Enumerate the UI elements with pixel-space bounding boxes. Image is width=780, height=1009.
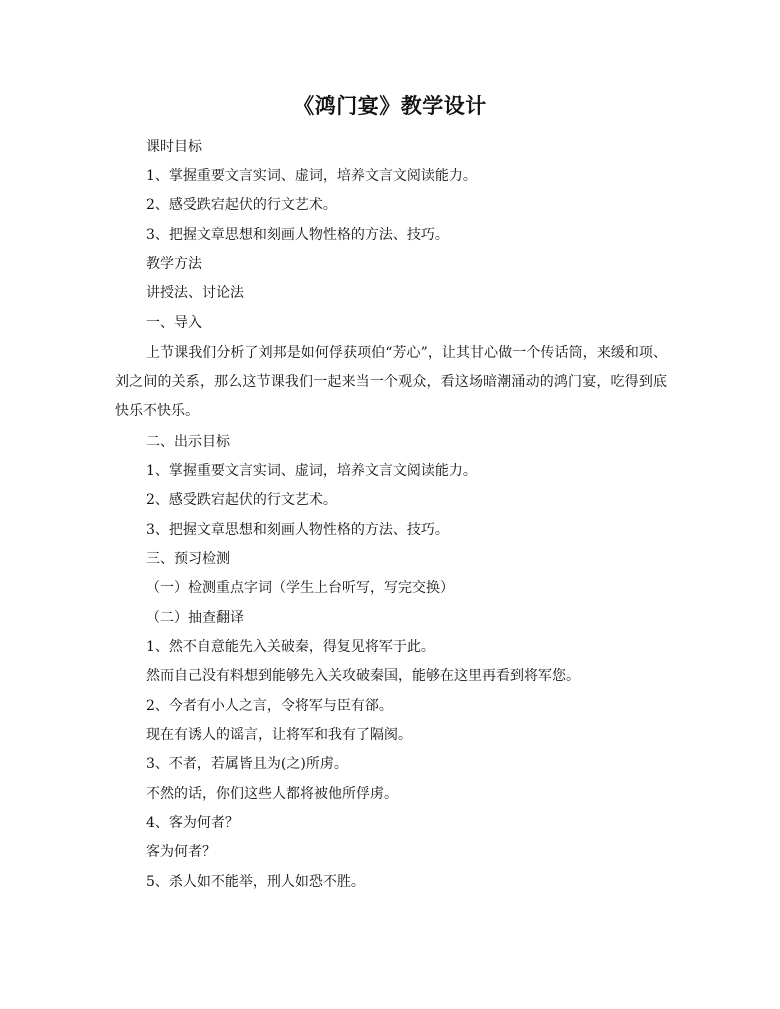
translation-sentence-5: 5、杀人如不能举，刑人如恐不胜。 bbox=[146, 874, 365, 890]
translation-answer-3: 不然的话，你们这些人都将被他所俘虏。 bbox=[146, 786, 398, 802]
translation-sentence-1: 1、然不自意能先入关破秦，得复见将军于此。 bbox=[146, 639, 435, 655]
section-heading-preview: 三、预习检测 bbox=[146, 551, 230, 567]
translation-sentence-2: 2、今者有小人之言，令将军与臣有郤。 bbox=[146, 698, 393, 714]
methods-text: 讲授法、讨论法 bbox=[146, 285, 244, 301]
translation-answer-1: 然而自己没有料想到能够先入关攻破秦国，能够在这里再看到将军您。 bbox=[146, 668, 580, 684]
translation-answer-2: 现在有诱人的谣言，让将军和我有了隔阂。 bbox=[146, 727, 412, 743]
objective-item-2: 2、感受跌宕起伏的行文艺术。 bbox=[146, 197, 337, 213]
translation-answer-4: 客为何者？ bbox=[146, 844, 216, 860]
section-heading-intro: 一、导入 bbox=[146, 315, 202, 331]
section-heading-methods: 教学方法 bbox=[146, 256, 202, 272]
objective-item-1: 1、掌握重要文言实词、虚词，培养文言文阅读能力。 bbox=[146, 168, 477, 184]
section-heading-goals: 二、出示目标 bbox=[146, 434, 230, 450]
goal-item-2: 2、感受跌宕起伏的行文艺术。 bbox=[146, 492, 337, 508]
document-title: 《鸿门宴》教学设计 bbox=[293, 93, 487, 118]
translation-sentence-4: 4、客为何者？ bbox=[146, 815, 239, 831]
preview-subsection-1: （一）检测重点字词（学生上台听写，写完交换） bbox=[146, 580, 454, 596]
translation-sentence-3: 3、不者，若属皆且为(之)所虏。 bbox=[146, 756, 348, 772]
intro-paragraph: 上节课我们分析了刘邦是如何俘获项伯“芳心”，让其甘心做一个传话筒，来缓和项、刘之间的关系，那么这节课我们一起来当一个观众，看这场暗潮涌动的鸿门宴，吃得到底快乐不快乐。 bbox=[115, 345, 667, 419]
section-heading-objectives: 课时目标 bbox=[146, 139, 202, 155]
preview-subsection-2: （二）抽查翻译 bbox=[146, 610, 244, 626]
goal-item-3: 3、把握文章思想和刻画人物性格的方法、技巧。 bbox=[146, 522, 449, 538]
goal-item-1: 1、掌握重要文言实词、虚词，培养文言文阅读能力。 bbox=[146, 463, 477, 479]
objective-item-3: 3、把握文章思想和刻画人物性格的方法、技巧。 bbox=[146, 227, 449, 243]
